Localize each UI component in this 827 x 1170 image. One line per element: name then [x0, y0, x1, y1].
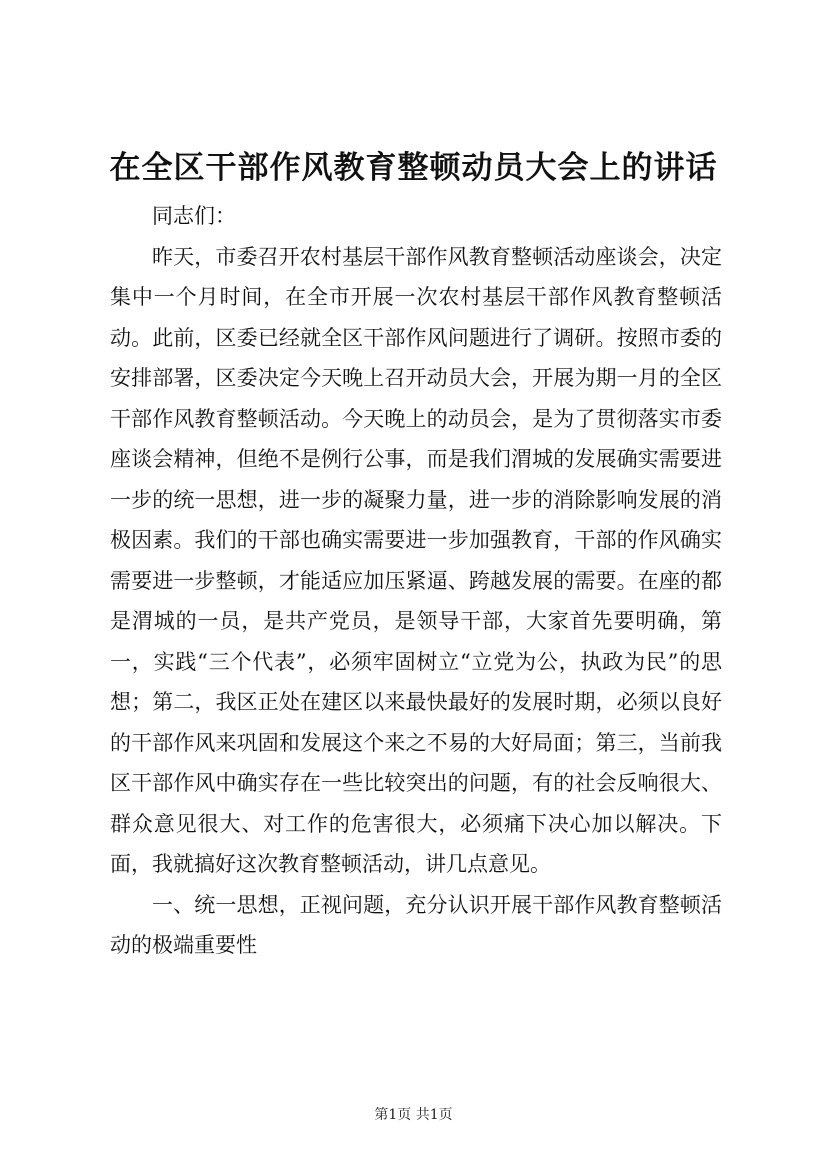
page-footer — [0, 1105, 827, 1125]
greeting-line: 同志们： — [152, 204, 236, 228]
section-heading: 一、统一思想，正视问题，充分认识开展干部作风教育整顿活动的极端重要性 — [110, 892, 722, 957]
page-number-label: 第1页 共1页 — [374, 1107, 453, 1123]
document-body — [110, 196, 722, 966]
document-title: 在全区干部作风教育整顿动员大会上的讲话 — [109, 150, 718, 186]
body-paragraph: 昨天，市委召开农村基层干部作风教育整顿活动座谈会，决定集中一个月时间，在全市开展一次农村基层干部作风教育整顿活动。此前，区委已经就全区干部作风问题进行了调研。按照市委的安排部署，区委决定今天晚上召开动员大会，开展为期一月的全区干部作风教育整顿活动。今天晚上的动员会，是为了贯彻落实市委座谈会精神，但绝不是例行公事，而是我们渭城的发展确实需要进一步的统一思想，进一步的凝聚力量，进一步的消除影响发展的消极因素。我们的干部也确实需要进一步加强教育，干部的作风确实需要进一步整顿，才能适应加压紧逼、跨越发展的需要。在座的都是渭城的一员，是共产党员，是领导干部，大家首先要明确，第一，实践“三个代表”，必须牢固树立“立党为公，执政为民”的思想；第二，我区正处在建区以来最快最好的发展时期，必须以良好的干部作风来巩固和发展这个来之不易的大好局面；第三，当前我区干部作风中确实存在一些比较突出的问题，有的社会反响很大、群众意见很大、对工作的危害很大，必须痛下决心加以解决。下面，我就搞好这次教育整顿活动，讲几点意见。 — [110, 244, 722, 876]
